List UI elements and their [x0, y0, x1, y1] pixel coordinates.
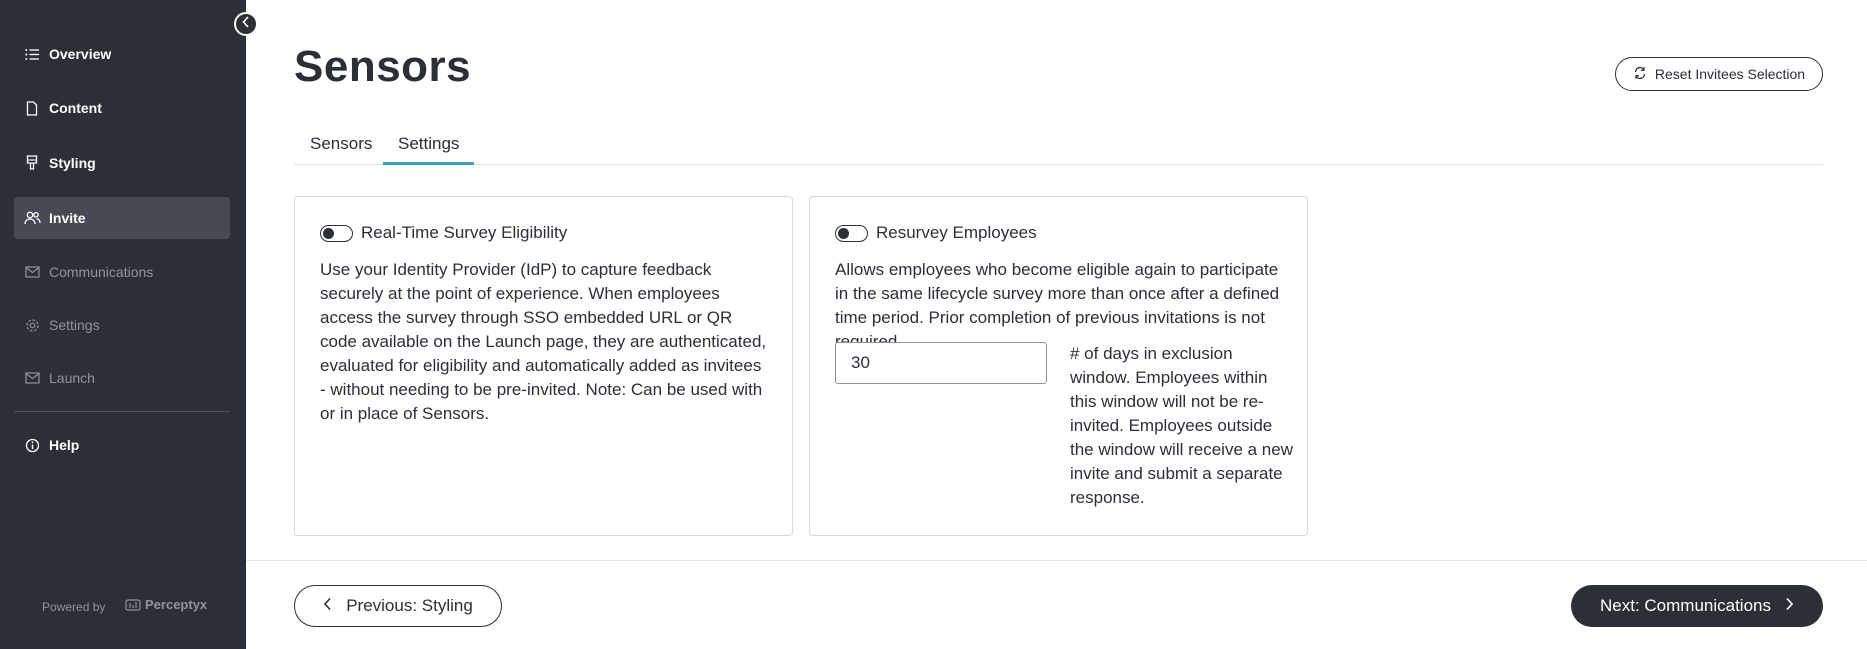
sidebar-item-label: Overview — [49, 46, 112, 62]
next-button-label: Next: Communications — [1599, 596, 1771, 615]
toggle-knob — [323, 228, 334, 239]
exclusion-days-help-text: # of days in exclusion window. Employees within this window will not be re-invited. Employees outside the window will receive a new invite and submit a separate response. — [1070, 344, 1293, 507]
tab-settings[interactable] — [383, 128, 474, 165]
chevron-right-icon — [1785, 596, 1794, 616]
sidebar-item-invite[interactable] — [14, 197, 230, 239]
powered-by-text: Powered by — [42, 600, 106, 614]
resurvey-employees-title: Resurvey Employees — [876, 223, 1037, 242]
resurvey-employees-toggle[interactable] — [835, 225, 868, 242]
reset-button-label: Reset Invitees Selection — [1654, 66, 1806, 82]
collapse-sidebar-button[interactable] — [234, 12, 258, 36]
sidebar-item-label: Communications — [49, 264, 154, 280]
mail-icon — [23, 369, 41, 387]
users-icon — [23, 209, 41, 227]
next-communications-button[interactable] — [1571, 585, 1823, 627]
tab-label: Settings — [398, 134, 460, 153]
tab-bar — [294, 128, 1823, 165]
document-icon — [23, 99, 41, 117]
sidebar-item-label: Styling — [49, 155, 96, 171]
realtime-eligibility-toggle[interactable] — [320, 225, 353, 242]
realtime-eligibility-description: Use your Identity Provider (IdP) to capture feedback securely at the point of experience. When employees access the survey through SSO embedded URL or QR code available on the Launch page, they are authenticated, evaluated for eligibility and automatically added as invitees - without needing to be pre-invited. Note: Can be used with or in place of Sensors. — [320, 260, 767, 423]
realtime-eligibility-card — [294, 196, 793, 536]
resurvey-toggle-row — [835, 223, 1037, 243]
previous-button-label: Previous: Styling — [346, 596, 473, 615]
sidebar-divider — [14, 411, 230, 412]
sidebar-item-launch[interactable] — [14, 357, 230, 399]
sidebar-item-label: Content — [49, 100, 102, 116]
gear-icon — [23, 316, 41, 334]
sidebar-item-settings[interactable] — [14, 304, 230, 346]
toggle-knob — [838, 228, 849, 239]
list-icon — [23, 45, 41, 63]
resurvey-employees-card — [809, 196, 1308, 536]
sidebar-item-label: Settings — [49, 317, 100, 333]
realtime-toggle-row — [320, 223, 567, 243]
chevron-left-icon — [241, 15, 251, 33]
previous-styling-button[interactable] — [294, 585, 502, 627]
sidebar-item-styling[interactable] — [14, 142, 230, 184]
perceptyx-logo — [125, 597, 207, 612]
sidebar — [0, 0, 246, 649]
sidebar-item-label: Invite — [49, 210, 86, 226]
sidebar-item-help[interactable] — [14, 424, 230, 466]
sidebar-item-content[interactable] — [14, 87, 230, 129]
resurvey-employees-description: Allows employees who become eligible again to participate in the same lifecycle survey more than once after a defined time period. Prior completion of previous invitations is not — [835, 260, 1280, 327]
sidebar-item-communications[interactable] — [14, 251, 230, 293]
info-icon — [23, 436, 41, 454]
realtime-eligibility-title: Real-Time Survey Eligibility — [361, 223, 568, 242]
sidebar-item-overview[interactable] — [14, 33, 230, 75]
sidebar-item-label: Help — [49, 437, 80, 453]
page-title: Sensors — [294, 42, 472, 91]
chevron-left-icon — [323, 596, 332, 616]
tab-label: Sensors — [310, 134, 373, 153]
refresh-icon — [1633, 66, 1647, 83]
brush-icon — [23, 154, 41, 172]
mail-icon — [23, 263, 41, 281]
sidebar-item-label: Launch — [49, 370, 95, 386]
tab-sensors[interactable] — [310, 128, 372, 165]
logo-text: Perceptyx — [145, 597, 208, 612]
footer-divider — [246, 560, 1867, 561]
exclusion-days-input[interactable] — [835, 342, 1047, 384]
reset-invitees-button[interactable] — [1615, 57, 1823, 91]
